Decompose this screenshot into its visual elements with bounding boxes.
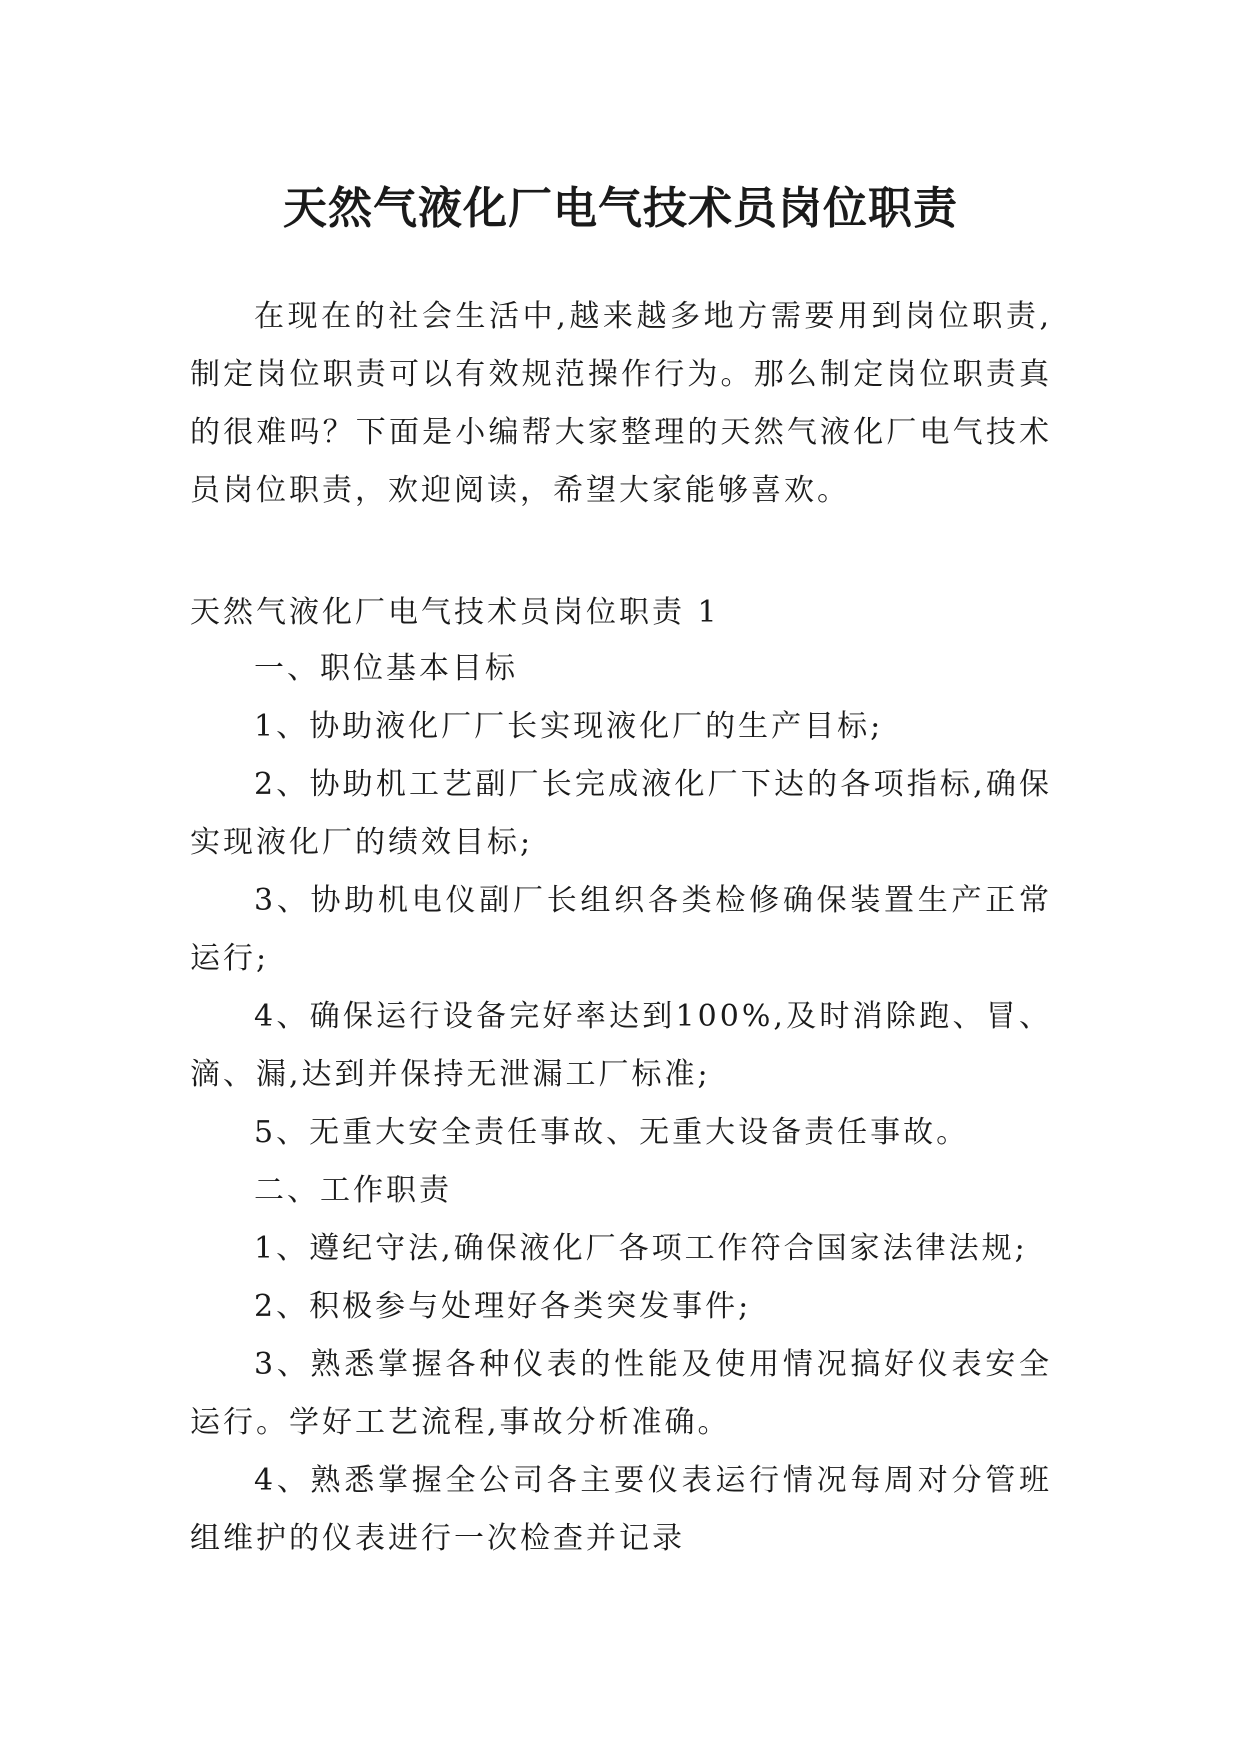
- document-title: 天然气液化厂电气技术员岗位职责: [283, 183, 958, 235]
- duty-item-4: 4、熟悉掌握全公司各主要仪表运行情况每周对分管班组维护的仪表进行一次检查并记录: [190, 1463, 1052, 1556]
- goal-item-2: 2、协助机工艺副厂长完成液化厂下达的各项指标,确保实现液化厂的绩效目标;: [190, 767, 1052, 860]
- heading-work-duties: 二、工作职责: [254, 1173, 452, 1208]
- intro-paragraph: 在现在的社会生活中,越来越多地方需要用到岗位职责,制定岗位职责可以有效规范操作行为。那么制定岗位职责真的很难吗？下面是小编帮大家整理的天然气液化厂电气技术员岗位职责，欢迎阅读，希望大家能够喜欢。: [190, 299, 1052, 508]
- goal-item-3: 3、协助机电仪副厂长组织各类检修确保装置生产正常运行;: [190, 883, 1052, 976]
- section-title: 天然气液化厂电气技术员岗位职责 1: [190, 595, 720, 630]
- heading-basic-goals: 一、职位基本目标: [254, 651, 518, 686]
- goal-item-1: 1、协助液化厂厂长实现液化厂的生产目标;: [254, 709, 884, 744]
- duty-item-2: 2、积极参与处理好各类突发事件;: [254, 1289, 752, 1324]
- duty-list: [190, 640, 1052, 1568]
- duty-item-3: 3、熟悉掌握各种仪表的性能及使用情况搞好仪表安全运行。学好工艺流程,事故分析准确。: [190, 1347, 1052, 1440]
- duty-item-1: 1、遵纪守法,确保液化厂各项工作符合国家法律法规;: [254, 1231, 1028, 1266]
- goal-item-5: 5、无重大安全责任事故、无重大设备责任事故。: [254, 1115, 970, 1150]
- goal-item-4: 4、确保运行设备完好率达到100%,及时消除跑、冒、滴、漏,达到并保持无泄漏工厂标准;: [190, 999, 1052, 1092]
